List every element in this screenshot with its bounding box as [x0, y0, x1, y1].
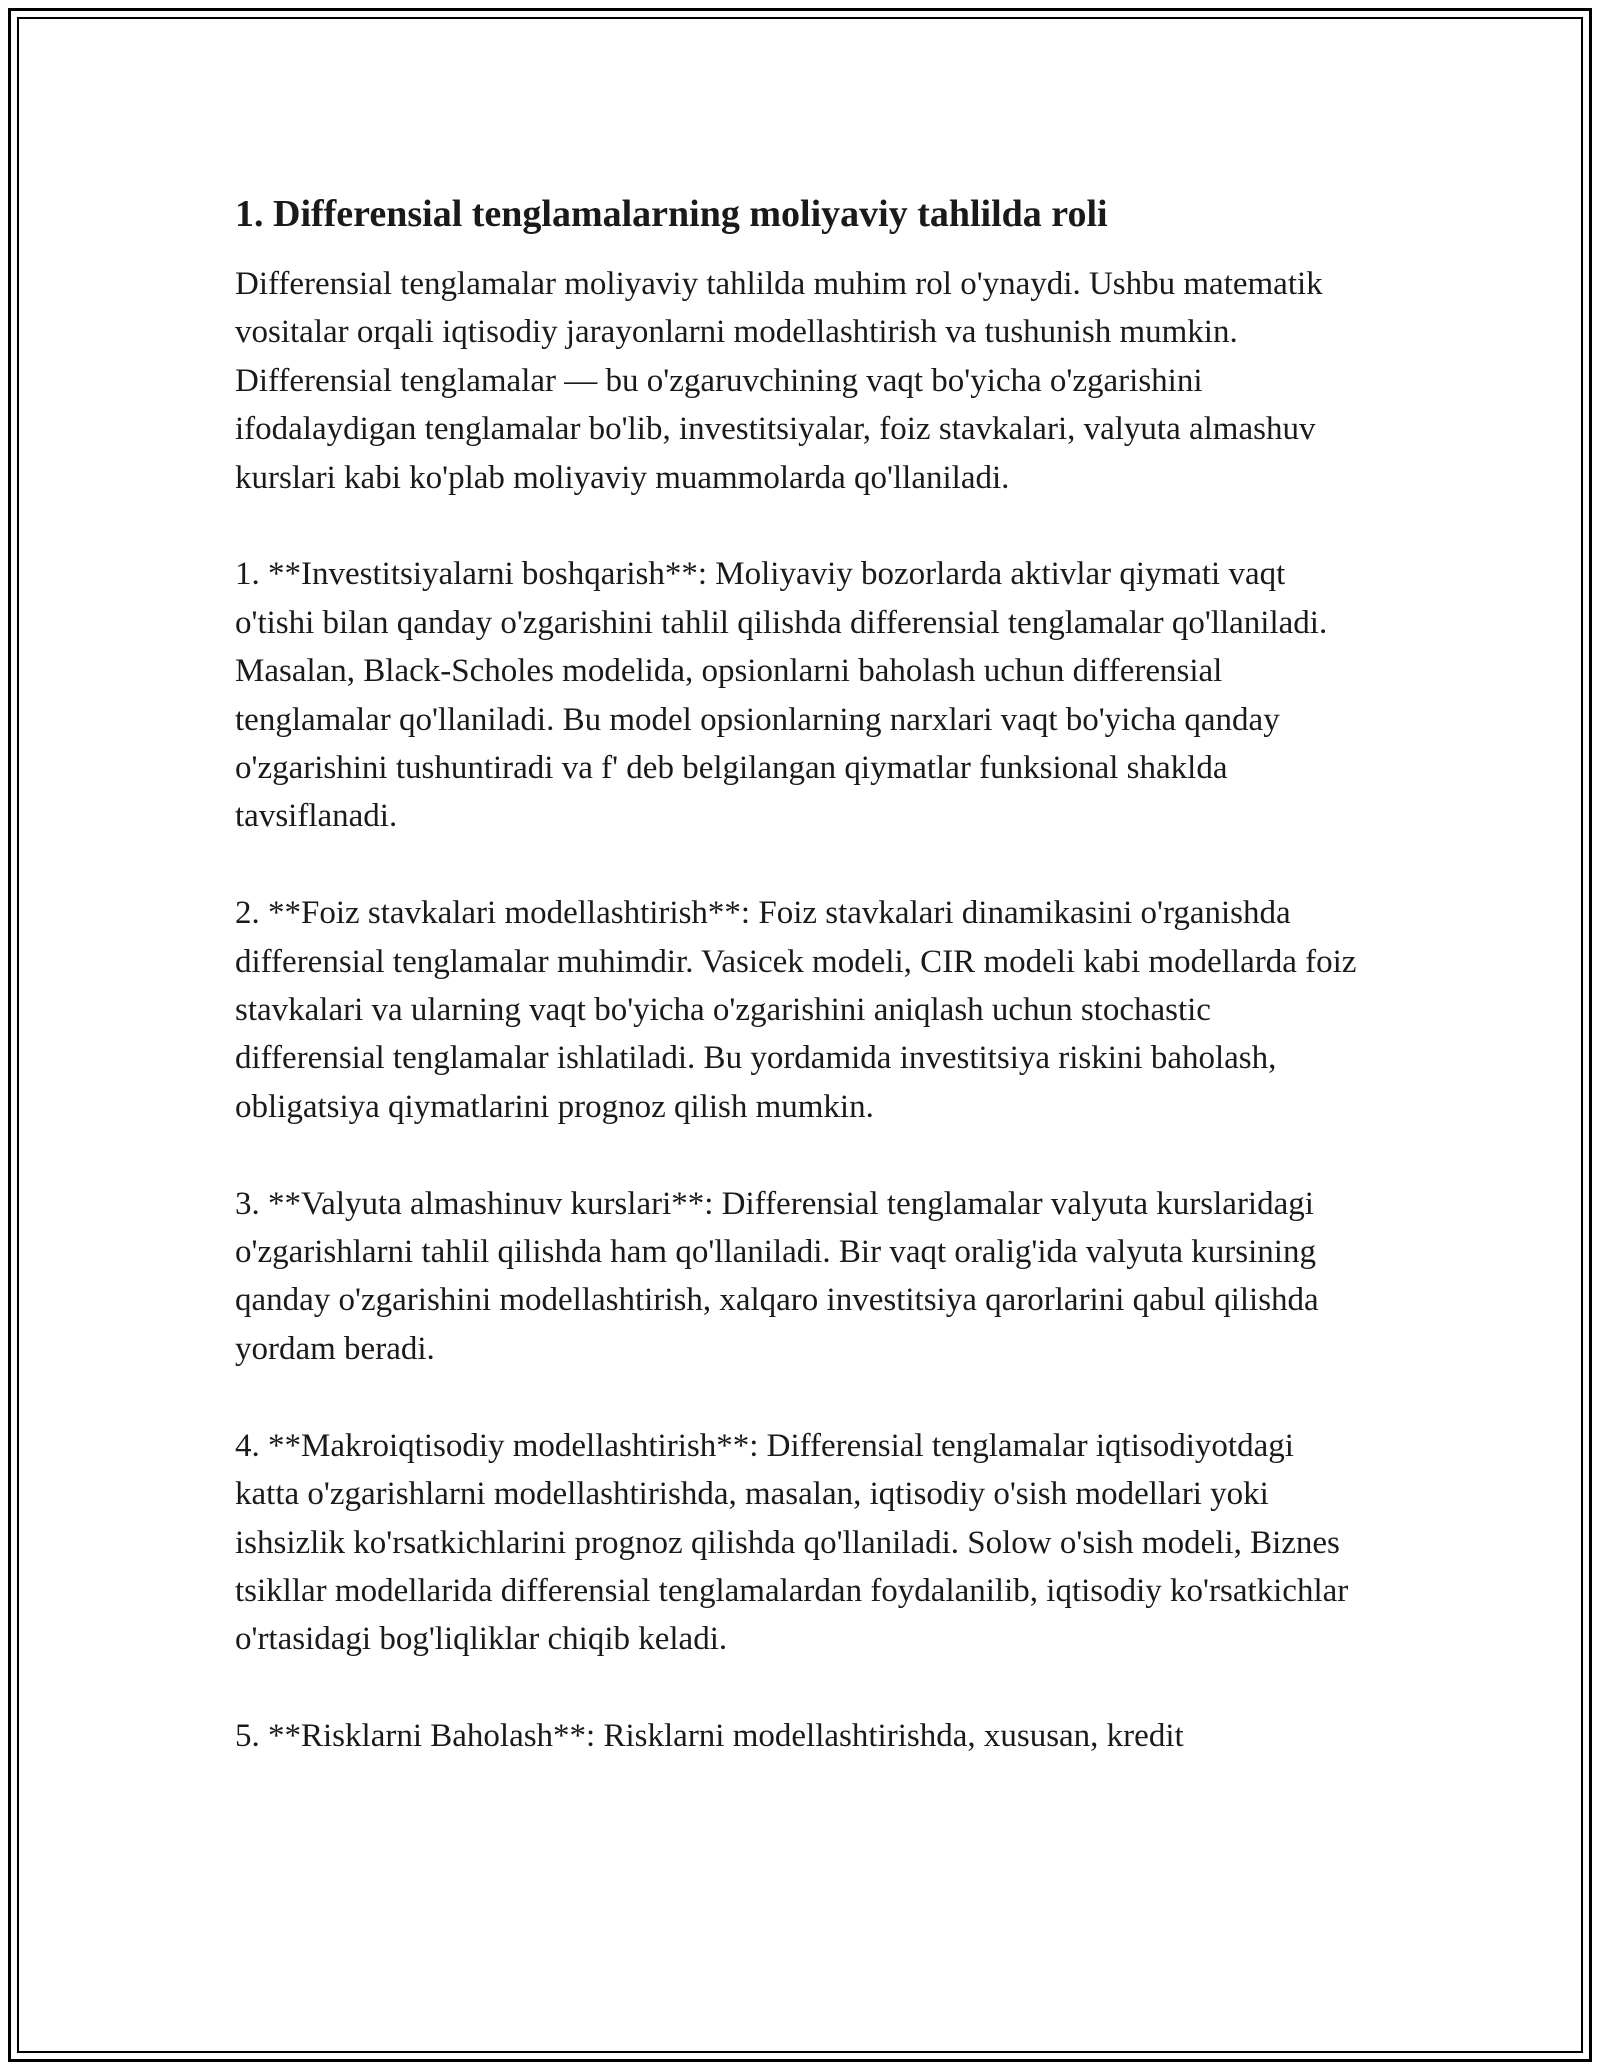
- paragraph-risklar: 5. **Risklarni Baholash**: Risklarni modellashtirishda, xususan, kredit: [235, 1718, 1184, 1755]
- paragraph-valyuta-kurslari: 3. **Valyuta almashinuv kurslari**: Differensial tenglamalar valyuta kurslaridagi o'zgarishlarni tahlil qilishda ham qo'llaniladi. Bir vaqt oralig'ida valyuta kursining qanday o'zgarishini modellashtirish, xalqaro investitsiya qarorlarini qabul qilishda yordam beradi.: [235, 1185, 1319, 1367]
- document-body: [235, 180, 1365, 1761]
- intro-paragraph: Differensial tenglamalar moliyaviy tahlilda muhim rol o'ynaydi. Ushbu matematik vositalar orqali iqtisodiy jarayonlarni modellashtirish va tushunish mumkin. Differensial tenglamalar — bu o'zgaruvchining vaqt bo'yicha o'zgarishini ifodalaydigan tenglamalar bo'lib, investitsiyalar, foiz stavkalari, valyuta almashuv kurslari kabi ko'plab moliyaviy muammolarda qo'llaniladi.: [235, 266, 1323, 496]
- paragraph-makroiqtisodiy: 4. **Makroiqtisodiy modellashtirish**: Differensial tenglamalar iqtisodiyotdagi katta o'zgarishlarni modellashtirishda, masalan, iqtisodiy o'sish modellari yoki ishsizlik ko'rsatkichlarini prognoz qilishda qo'llaniladi. Solow o'sish modeli, Biznes tsikllar modellarida differensial tenglamalardan foydalanilib, iqtisodiy ko'rsatkichlar o'rtasidagi bog'liqliklar chiqib keladi.: [235, 1427, 1349, 1658]
- paragraph-foiz-stavkalari: 2. **Foiz stavkalari modellashtirish**: Foiz stavkalari dinamikasini o'rganishda differensial tenglamalar muhimdir. Vasicek modeli, CIR modeli kabi modellarda foiz stavkalari va ularning vaqt bo'yicha o'zgarishini aniqlash uchun stochastic differensial tenglamalar ishlatiladi. Bu yordamida investitsiya riskini baholash, obligatsiya qiymatlarini prognoz qilish mumkin.: [235, 895, 1357, 1125]
- paragraph-investitsiyalar: 1. **Investitsiyalarni boshqarish**: Moliyaviy bozorlarda aktivlar qiymati vaqt o'tishi bilan qanday o'zgarishini tahlil qilishda differensial tenglamalar qo'llaniladi. Masalan, Black-Scholes modelida, opsionlarni baholash uchun differensial tenglamalar qo'llaniladi. Bu model opsionlarning narxlari vaqt bo'yicha qanday o'zgarishini tushuntiradi va f' deb belgilangan qiymatlar funksional shaklda tavsiflanadi.: [235, 556, 1328, 835]
- section-heading: 1. Differensial tenglamalarning moliyaviy tahlilda roli: [235, 193, 1108, 235]
